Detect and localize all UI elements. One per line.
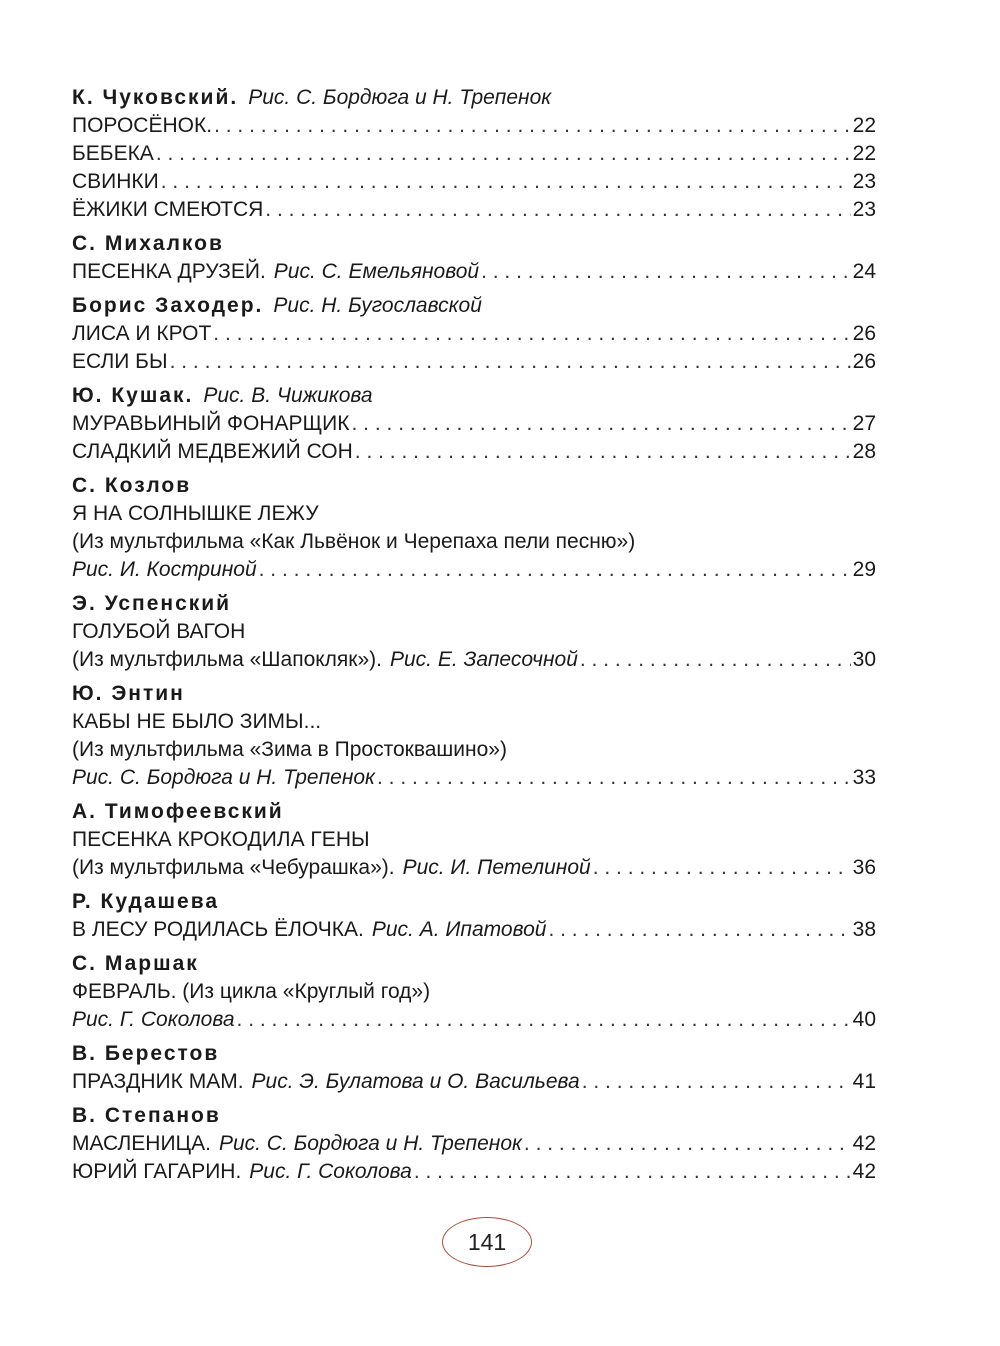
page-ref: 28 xyxy=(852,440,876,463)
toc-entry xyxy=(72,84,876,224)
page-ref: 23 xyxy=(852,170,876,193)
toc-line xyxy=(72,916,876,944)
work-title: БЕБЕКА xyxy=(72,142,154,165)
author-name: В. Степанов xyxy=(72,1104,221,1127)
toc-entry xyxy=(72,382,876,466)
page-ref: 41 xyxy=(852,1070,876,1093)
page-ref: 33 xyxy=(852,766,876,789)
page-ref: 23 xyxy=(852,198,876,221)
work-title-text: ФЕВРАЛЬ. (Из цикла «Круглый год») xyxy=(72,980,431,1003)
work-title: В ЛЕСУ РОДИЛАСЬ ЁЛОЧКА. xyxy=(72,918,364,941)
page-ref: 24 xyxy=(852,260,876,283)
toc-line xyxy=(72,1130,876,1158)
illustrator-credit: Рис. И. Костриной xyxy=(72,558,257,581)
author-name: С. Маршак xyxy=(72,952,199,975)
dot-leader xyxy=(352,410,851,438)
dot-leader xyxy=(156,140,851,168)
page-ref: 36 xyxy=(852,856,876,879)
toc-line xyxy=(72,168,876,196)
toc-line xyxy=(72,646,876,674)
illustrator-credit: Рис. С. Бордюга и Н. Трепенок xyxy=(248,86,552,109)
page-ref: 22 xyxy=(852,142,876,165)
toc-line xyxy=(72,1068,876,1096)
illustrator-credit: Рис. С. Бордюга и Н. Трепенок xyxy=(72,766,375,789)
author-line xyxy=(72,84,876,112)
author-name: Э. Успенский xyxy=(72,592,232,615)
illustrator-credit: Рис. С. Бордюга и Н. Трепенок xyxy=(218,1132,522,1155)
author-line xyxy=(72,472,876,500)
toc-entry xyxy=(72,680,876,792)
work-title-text: Я НА СОЛНЫШКЕ ЛЕЖУ xyxy=(72,502,319,525)
author-name: К. Чуковский. xyxy=(72,86,239,109)
author-line xyxy=(72,798,876,826)
author-line xyxy=(72,230,876,258)
toc-line xyxy=(72,258,876,286)
dot-leader xyxy=(582,1068,851,1096)
dot-leader xyxy=(170,348,851,376)
work-title: ПОРОСЁНОК. xyxy=(72,114,213,137)
work-title-text: (Из мультфильма «Зима в Простоквашино») xyxy=(72,738,507,761)
dot-leader xyxy=(214,112,851,140)
page-ref: 27 xyxy=(852,412,876,435)
work-title: ЛИСА И КРОТ xyxy=(72,322,212,345)
work-title: СЛАДКИЙ МЕДВЕЖИЙ СОН xyxy=(72,440,353,463)
illustrator-credit: Рис. С. Емельяновой xyxy=(273,260,480,283)
toc-line xyxy=(72,410,876,438)
illustrator-credit: Рис. Г. Соколова xyxy=(249,1160,412,1183)
toc-entry xyxy=(72,798,876,882)
author-line xyxy=(72,1102,876,1130)
author-line xyxy=(72,382,876,410)
author-line xyxy=(72,950,876,978)
dot-leader xyxy=(237,1006,851,1034)
table-of-contents xyxy=(72,84,876,1192)
toc-line xyxy=(72,854,876,882)
work-title: МАСЛЕНИЦА. xyxy=(72,1132,211,1155)
work-title: (Из мультфильма «Чебурашка»). xyxy=(72,856,395,879)
toc-entry xyxy=(72,590,876,674)
page-ref: 38 xyxy=(852,918,876,941)
page-ref: 40 xyxy=(852,1008,876,1031)
dot-leader xyxy=(414,1158,851,1186)
illustrator-credit: Рис. Г. Соколова xyxy=(72,1008,235,1031)
dot-leader xyxy=(481,258,851,286)
toc-entry xyxy=(72,1040,876,1096)
work-title: (Из мультфильма «Шапокляк»). xyxy=(72,648,382,671)
illustrator-credit: Рис. В. Чижикова xyxy=(203,384,373,407)
work-title: ЕСЛИ БЫ xyxy=(72,350,168,373)
illustrator-credit: Рис. Э. Булатова и О. Васильева xyxy=(251,1070,580,1093)
author-line xyxy=(72,680,876,708)
author-name: С. Козлов xyxy=(72,474,192,497)
page-ref: 22 xyxy=(852,114,876,137)
work-title-text: ПЕСЕНКА КРОКОДИЛА ГЕНЫ xyxy=(72,828,370,851)
work-title: СВИНКИ xyxy=(72,170,159,193)
author-line xyxy=(72,1040,876,1068)
author-name: А. Тимофеевский xyxy=(72,800,284,823)
toc-line xyxy=(72,320,876,348)
dot-leader xyxy=(593,854,851,882)
page-ref: 29 xyxy=(852,558,876,581)
toc-line xyxy=(72,1158,876,1186)
work-title-text: КАБЫ НЕ БЫЛО ЗИМЫ... xyxy=(72,710,322,733)
toc-line xyxy=(72,1006,876,1034)
toc-entry xyxy=(72,950,876,1034)
author-name: С. Михалков xyxy=(72,232,224,255)
page-number: 141 xyxy=(442,1217,532,1267)
author-name: Борис Заходер. xyxy=(72,294,264,317)
page-ref: 42 xyxy=(852,1132,876,1155)
author-line xyxy=(72,888,876,916)
toc-entry xyxy=(72,1102,876,1186)
author-line xyxy=(72,292,876,320)
work-title: ЁЖИКИ СМЕЮТСЯ xyxy=(72,198,264,221)
illustrator-credit: Рис. Н. Бугославской xyxy=(273,294,482,317)
toc-line xyxy=(72,348,876,376)
page-ref: 42 xyxy=(852,1160,876,1183)
toc-entry xyxy=(72,230,876,286)
page-ref: 26 xyxy=(852,322,876,345)
author-name: Р. Кудашева xyxy=(72,890,220,913)
page-ref: 30 xyxy=(852,648,876,671)
dot-leader xyxy=(161,168,851,196)
toc-line xyxy=(72,438,876,466)
dot-leader xyxy=(524,1130,851,1158)
author-name: Ю. Энтин xyxy=(72,682,185,705)
page-ref: 26 xyxy=(852,350,876,373)
dot-leader xyxy=(213,320,850,348)
dot-leader xyxy=(548,916,850,944)
toc-line xyxy=(72,112,876,140)
illustrator-credit: Рис. И. Петелиной xyxy=(402,856,591,879)
work-title: ПЕСЕНКА ДРУЗЕЙ. xyxy=(72,260,266,283)
toc-line xyxy=(72,764,876,792)
author-name: Ю. Кушак. xyxy=(72,384,194,407)
illustrator-credit: Рис. А. Ипатовой xyxy=(371,918,547,941)
dot-leader xyxy=(355,438,851,466)
work-title: ЮРИЙ ГАГАРИН. xyxy=(72,1160,242,1183)
dot-leader xyxy=(265,196,850,224)
toc-entry xyxy=(72,292,876,376)
toc-line xyxy=(72,556,876,584)
dot-leader xyxy=(377,764,851,792)
work-title: ПРАЗДНИК МАМ. xyxy=(72,1070,244,1093)
toc-line xyxy=(72,196,876,224)
author-name: В. Берестов xyxy=(72,1042,220,1065)
toc-entry xyxy=(72,472,876,584)
toc-line xyxy=(72,140,876,168)
dot-leader xyxy=(259,556,851,584)
illustrator-credit: Рис. Е. Запесочной xyxy=(390,648,578,671)
toc-entry xyxy=(72,888,876,944)
dot-leader xyxy=(580,646,851,674)
work-title: МУРАВЬИНЫЙ ФОНАРЩИК xyxy=(72,412,350,435)
work-title-text: ГОЛУБОЙ ВАГОН xyxy=(72,620,246,643)
author-line xyxy=(72,590,876,618)
work-title-text: (Из мультфильма «Как Львёнок и Черепаха пели песню») xyxy=(72,530,636,553)
